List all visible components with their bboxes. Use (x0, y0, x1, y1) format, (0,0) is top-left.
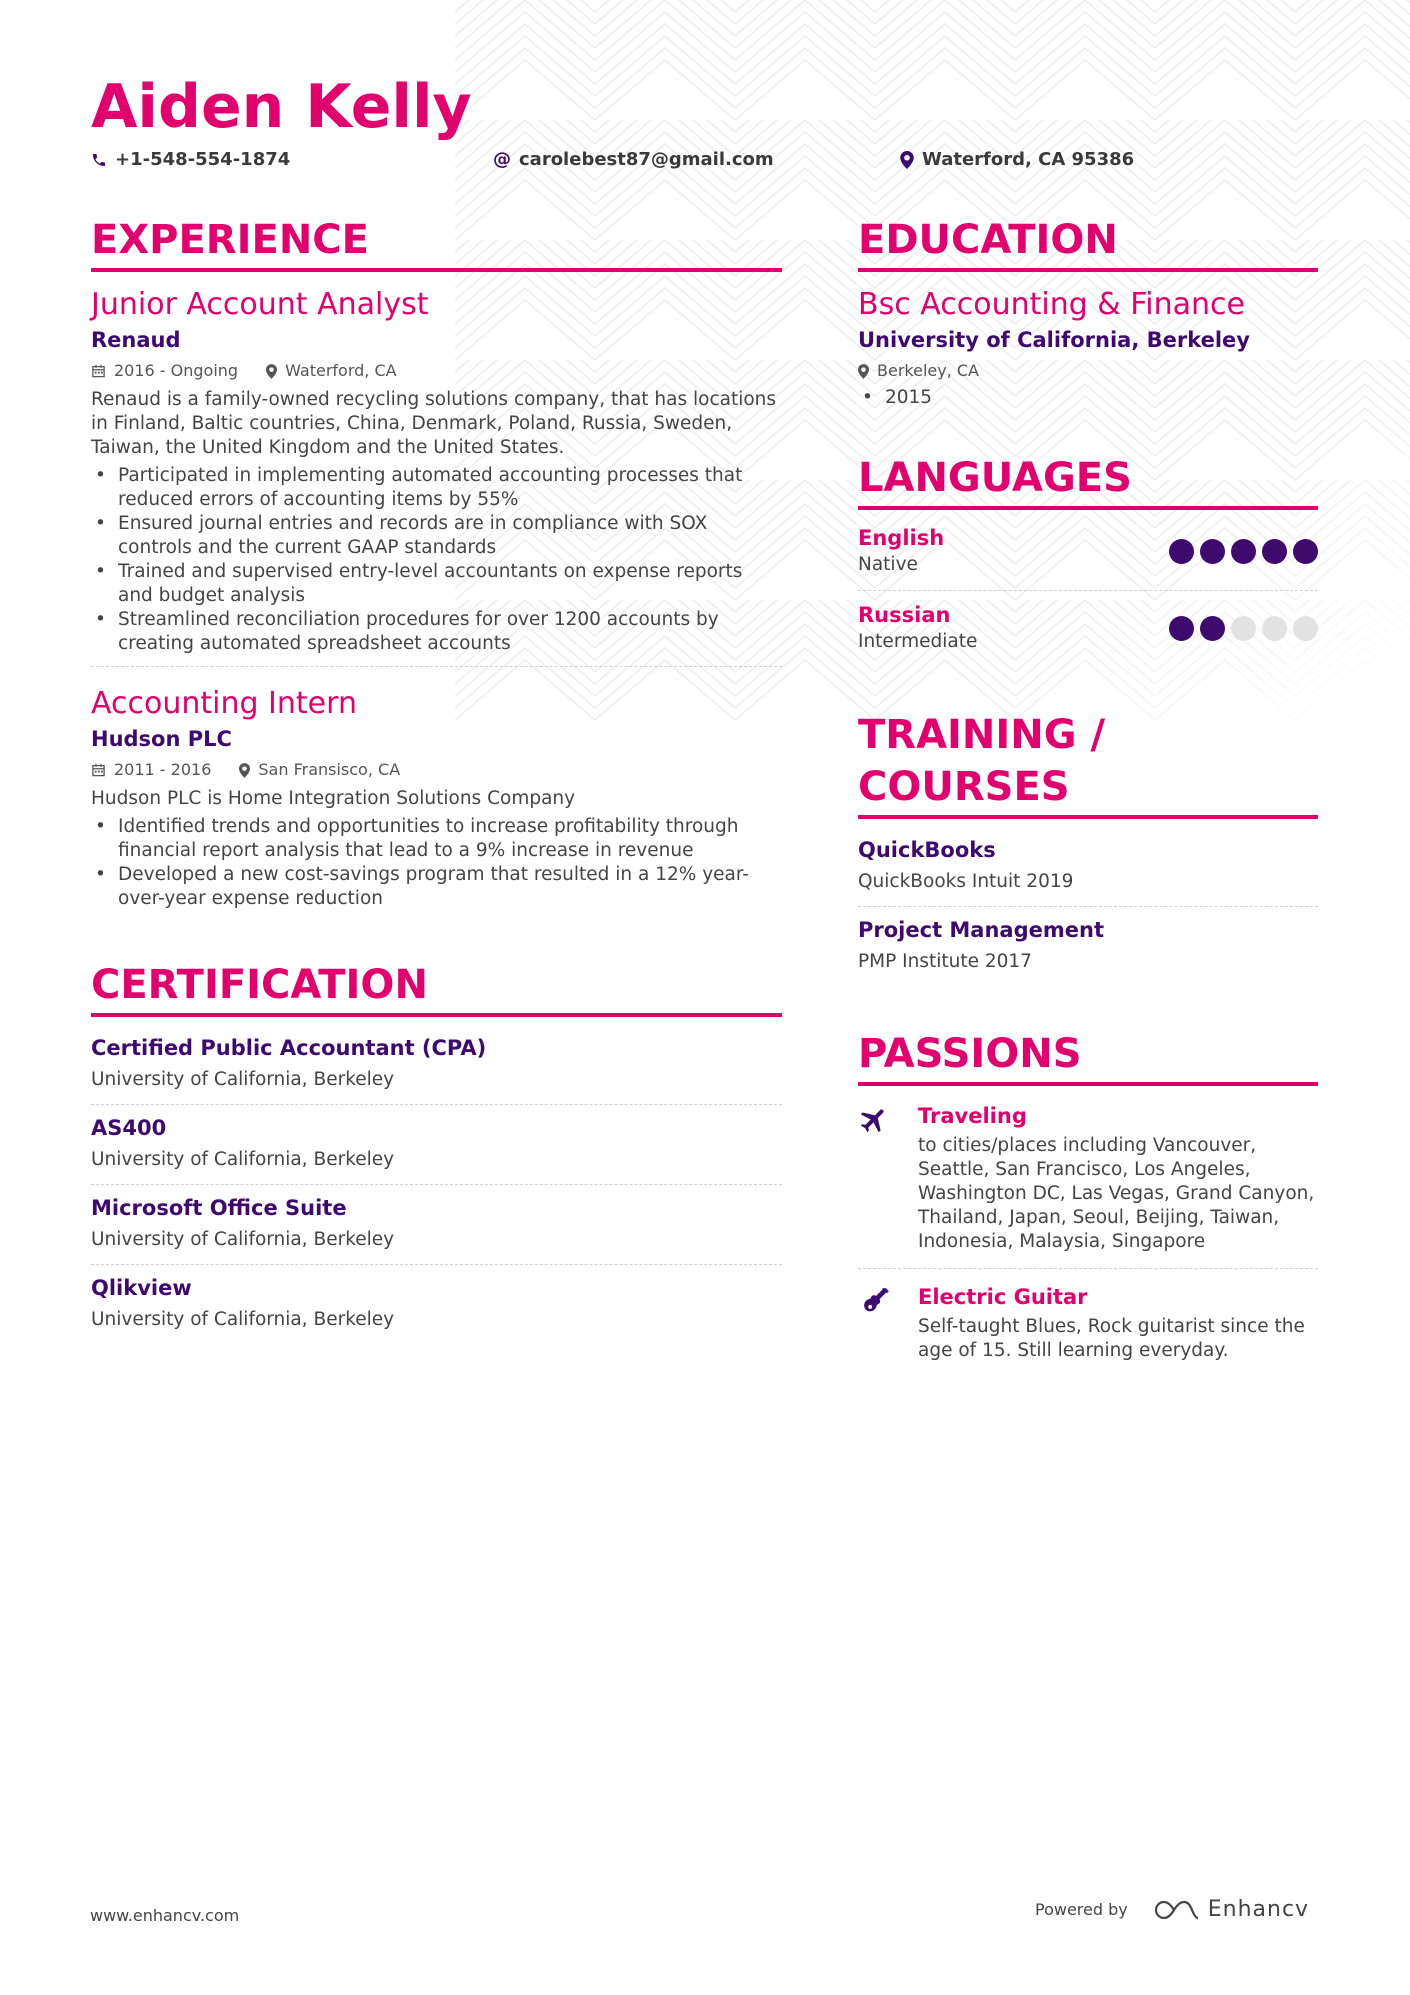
language-rating (1169, 616, 1318, 641)
passions-section (858, 1028, 1318, 1377)
education-year: • 2015 (858, 386, 1318, 410)
education-meta (858, 358, 1318, 384)
education-location (858, 358, 979, 384)
rating-dot-filled (1293, 539, 1318, 564)
languages-section (858, 452, 1318, 667)
training-name: Project Management (858, 918, 1104, 942)
language-level: Native (858, 554, 918, 575)
location-contact (900, 149, 1134, 170)
cert-name: Certified Public Accountant (CPA) (91, 1036, 487, 1060)
cert-org: University of California, Berkeley (91, 1069, 395, 1090)
job-company: Renaud (91, 328, 181, 352)
training-detail: PMP Institute 2017 (858, 951, 1032, 972)
phone-contact (91, 149, 290, 170)
rating-dot-filled (1169, 539, 1194, 564)
passion-title: Electric Guitar (918, 1285, 1088, 1309)
experience-section (91, 214, 782, 911)
cert-name: AS400 (91, 1116, 167, 1140)
rating-dot-filled (1169, 616, 1194, 641)
at-icon: @ (493, 149, 511, 170)
enhancv-brand-text: Enhancv (1207, 1897, 1310, 1922)
language-name: Russian (858, 603, 951, 627)
training-item (858, 907, 1318, 986)
calendar-icon (91, 363, 106, 379)
certification-title: CERTIFICATION (91, 959, 782, 1017)
enhancv-logo[interactable] (1154, 1897, 1309, 1922)
job-role: Junior Account Analyst (91, 287, 429, 322)
degree: Bsc Accounting & Finance (858, 287, 1245, 322)
language-item (858, 514, 1318, 591)
experience-entry (91, 685, 782, 911)
cert-org: University of California, Berkeley (91, 1229, 395, 1250)
job-dates (91, 757, 211, 783)
rating-dot-filled (1231, 539, 1256, 564)
left-column (91, 214, 782, 1344)
language-level: Intermediate (858, 631, 978, 652)
powered-by-text: Powered by (1035, 1900, 1128, 1919)
rating-dot-filled (1200, 616, 1225, 641)
job-description: Renaud is a family-owned recycling solutions company, that has locations in Finland, Baltic countries, China, Denmark, Poland, Russia, Sweden, Taiwan, the United Kingdom and the United States. (91, 389, 777, 458)
location-pin-icon (266, 364, 277, 379)
education-location-text: Berkeley, CA (877, 361, 979, 380)
phone-text[interactable]: +1-548-554-1874 (115, 149, 291, 170)
email-text[interactable]: carolebest87@gmail.com (519, 149, 774, 170)
training-section (858, 709, 1318, 986)
passion-description: Self-taught Blues, Rock guitarist since the age of 15. Still learning everyday. (918, 1316, 1305, 1361)
languages-title: LANGUAGES (858, 452, 1318, 510)
email-contact (493, 149, 774, 170)
training-detail: QuickBooks Intuit 2019 (858, 871, 1074, 892)
cert-item (91, 1185, 782, 1265)
passion-item (858, 1088, 1318, 1269)
job-location (266, 358, 396, 384)
location-pin-icon (900, 151, 914, 169)
phone-icon (91, 152, 107, 168)
job-meta (91, 757, 782, 783)
job-bullet: • Ensured journal entries and records are in compliance with SOX controls and the current GAAP standards (91, 512, 782, 560)
job-bullet: • Developed a new cost-savings program that resulted in a 12% year-over-year expense reduction (91, 863, 782, 911)
rating-dot-empty (1231, 616, 1256, 641)
cert-org: University of California, Berkeley (91, 1149, 395, 1170)
candidate-name: Aiden Kelly (91, 72, 472, 142)
language-rating (1169, 539, 1318, 564)
rating-dot-filled (1200, 539, 1225, 564)
training-name: QuickBooks (858, 838, 996, 862)
experience-title: EXPERIENCE (91, 214, 782, 272)
certification-section (91, 959, 782, 1344)
job-bullets (91, 464, 782, 656)
job-role: Accounting Intern (91, 686, 357, 721)
job-description: Hudson PLC is Home Integration Solutions Company (91, 788, 576, 809)
job-location-text: San Fransisco, CA (258, 760, 401, 779)
job-dates-text: 2011 - 2016 (114, 760, 212, 779)
passion-item (858, 1269, 1318, 1377)
calendar-icon (91, 762, 106, 778)
location-pin-icon (858, 364, 869, 379)
right-column (858, 214, 1318, 1377)
rating-dot-filled (1262, 539, 1287, 564)
passion-description: to cities/places including Vancouver, Seattle, San Francisco, Los Angeles, Washington DC, Las Vegas, Grand Canyon, Thailand, Japan, Seoul, Beijing, Taiwan, Indonesia, Malaysia, Singapore (918, 1135, 1315, 1252)
footer-website[interactable]: www.enhancv.com (90, 1906, 240, 1925)
school: University of California, Berkeley (858, 328, 1250, 352)
language-name: English (858, 526, 945, 550)
passion-title: Traveling (918, 1104, 1027, 1128)
training-item (858, 827, 1318, 907)
enhancv-logo-icon (1154, 1898, 1200, 1922)
experience-entry (91, 286, 782, 667)
cert-item (91, 1025, 782, 1105)
cert-name: Qlikview (91, 1276, 192, 1300)
job-meta (91, 358, 782, 384)
job-company: Hudson PLC (91, 727, 232, 751)
rating-dot-empty (1262, 616, 1287, 641)
location-text: Waterford, CA 95386 (922, 149, 1135, 170)
job-bullet: • Participated in implementing automated accounting processes that reduced errors of accounting items by 55% (91, 464, 782, 512)
cert-item (91, 1265, 782, 1344)
guitar-icon (858, 1283, 918, 1363)
job-dates-text: 2016 - Ongoing (114, 361, 239, 380)
job-bullet: • Trained and supervised entry-level accountants on expense reports and budget analysis (91, 560, 782, 608)
job-location-text: Waterford, CA (285, 361, 397, 380)
job-bullet: • Identified trends and opportunities to increase profitability through financial report analysis that lead to a 9% increase in revenue (91, 815, 782, 863)
cert-item (91, 1105, 782, 1185)
language-item (858, 591, 1318, 667)
education-details (858, 386, 1318, 410)
training-title: TRAINING / COURSES (858, 709, 1318, 819)
job-location (239, 757, 400, 783)
passions-title: PASSIONS (858, 1028, 1318, 1086)
plane-icon (858, 1102, 918, 1254)
cert-name: Microsoft Office Suite (91, 1196, 347, 1220)
footer-branding (1035, 1897, 1309, 1922)
job-bullets (91, 815, 782, 911)
job-bullet: • Streamlined reconciliation procedures for over 1200 accounts by creating automated spreadsheet accounts (91, 608, 782, 656)
job-dates (91, 358, 238, 384)
location-pin-icon (239, 763, 250, 778)
education-title: EDUCATION (858, 214, 1318, 272)
cert-org: University of California, Berkeley (91, 1309, 395, 1330)
education-section (858, 214, 1318, 410)
rating-dot-empty (1293, 616, 1318, 641)
